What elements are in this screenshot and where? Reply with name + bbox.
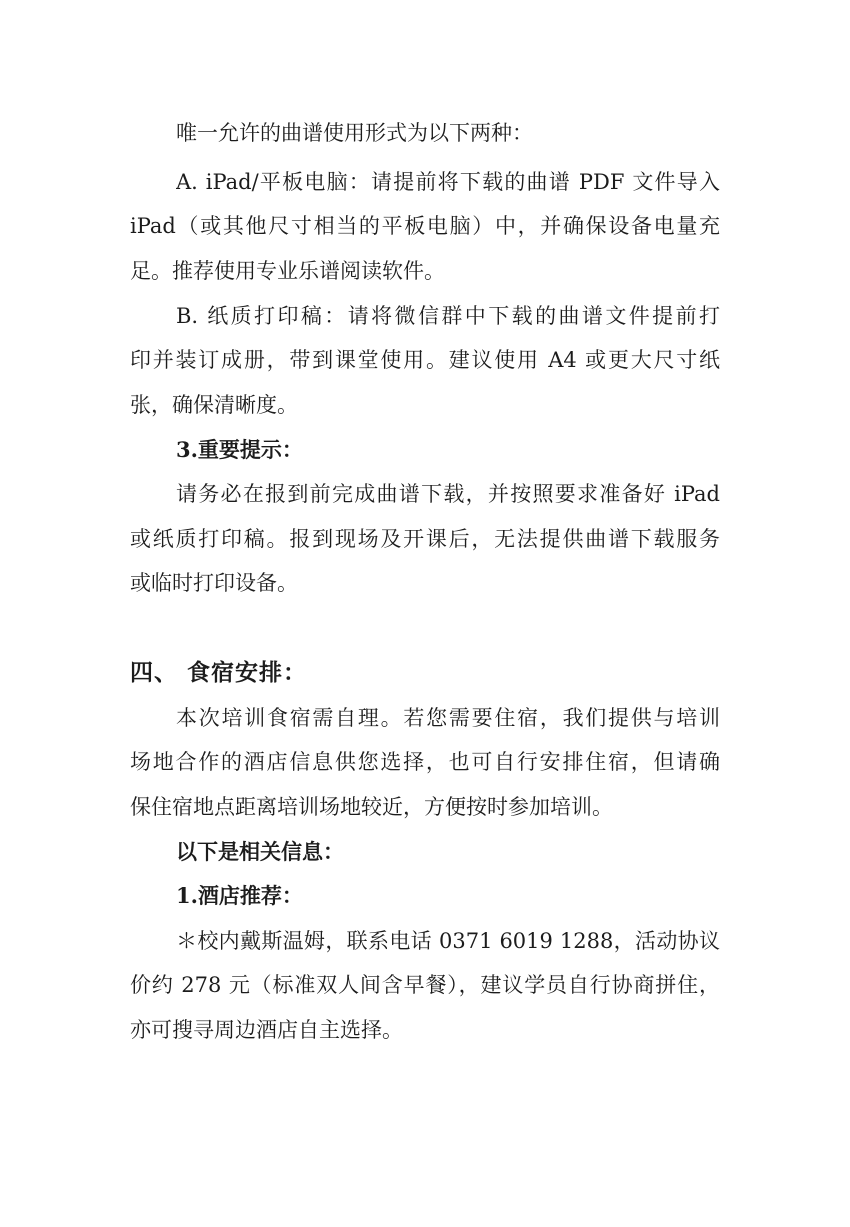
option-b-line-2: 印并装订成册，带到课堂使用。建议使用 A4 或更大尺寸纸 [130,348,720,372]
section-four-line-3: 保住宿地点距离培训场地较近，方便按时参加培训。 [130,795,613,819]
important-notice-line-3: 或临时打印设备。 [130,571,298,595]
option-a-line-3: 足。推荐使用专业乐谱阅读软件。 [130,259,445,283]
hotel-heading: 1.酒店推荐： [176,883,303,908]
section-four-heading: 四、 食宿安排： [130,659,308,686]
important-notice-line-1: 请务必在报到前完成曲谱下载，并按照要求准备好 iPad [176,482,720,506]
important-notice-heading: 3.重要提示： [176,437,303,462]
option-b-line-3: 张，确保清晰度。 [130,393,298,417]
option-b-line-1: B. 纸质打印稿：请将微信群中下载的曲谱文件提前打 [176,304,720,328]
option-a-line-2: iPad（或其他尺寸相当的平板电脑）中，并确保设备电量充 [130,214,720,238]
info-heading: 以下是相关信息： [176,839,344,864]
hotel-line-2: 价约 278 元（标准双人间含早餐），建议学员自行协商拼住， [130,973,720,997]
section-four-line-1: 本次培训食宿需自理。若您需要住宿，我们提供与培训 [176,706,720,730]
score-usage-intro: 唯一允许的曲谱使用形式为以下两种： [176,121,533,145]
section-four-line-2: 场地合作的酒店信息供您选择，也可自行安排住宿，但请确 [130,750,720,774]
important-notice-line-2: 或纸质打印稿。报到现场及开课后，无法提供曲谱下载服务 [130,527,720,551]
option-a-line-1: A. iPad/平板电脑：请提前将下载的曲谱 PDF 文件导入 [176,170,720,194]
hotel-line-3: 亦可搜寻周边酒店自主选择。 [130,1018,403,1042]
hotel-line-1: ＊校内戴斯温姆，联系电话 0371 6019 1288，活动协议 [176,929,720,953]
